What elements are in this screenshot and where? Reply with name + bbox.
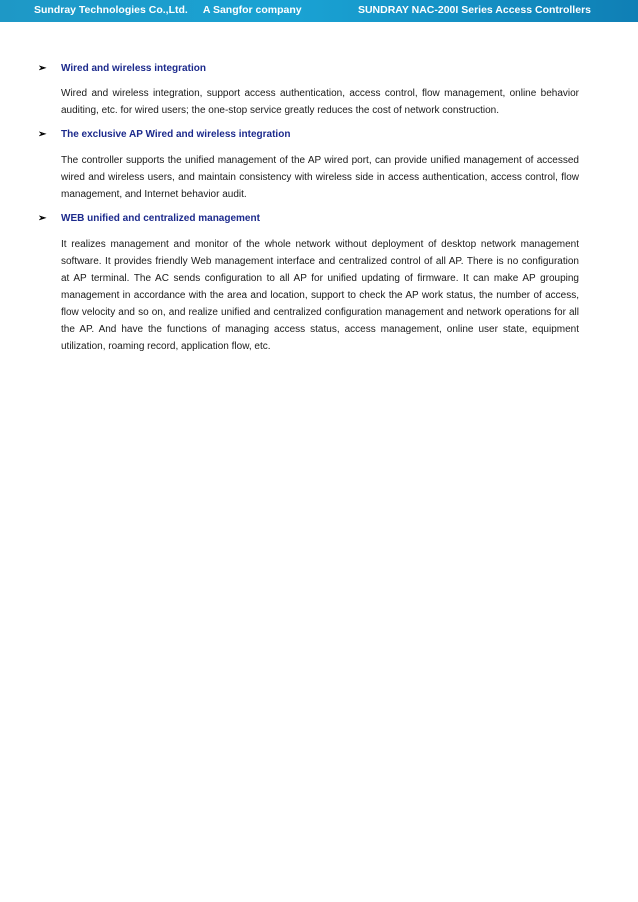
- section-paragraph: The controller supports the unified management of the AP wired port, can provide unified management of accessed wired and wireless users, and maintain consistency with wireless side in access authentication, access control, flow management, and Internet behavior audit.: [61, 155, 579, 200]
- header-company-name: Sundray Technologies Co.,Ltd.: [34, 4, 188, 16]
- section-heading-wired-wireless: [38, 63, 206, 74]
- arrow-bullet-icon: ➢: [38, 129, 47, 140]
- header-company-block: [34, 4, 302, 16]
- header-product-title: SUNDRAY NAC-200I Series Access Controllers: [357, 4, 591, 16]
- section-title: WEB unified and centralized management: [61, 213, 260, 224]
- section-paragraph: It realizes management and monitor of the whole network without deployment of desktop network management software. It provides friendly Web management interface and centralized control of all AP. There is no configuration at AP terminal. The AC sends configuration to all AP for unified updating of firmware. It can make AP grouping management in accordance with the area and location, support to check the AP work status, the number of access, flow velocity and so on, and realize unified and centralized configuration management and network operations for all the AP. And have the functions of managing access status, access management, online user state, equipment utilization, roaming record, application flow, etc.: [61, 239, 579, 352]
- section-heading-web-management: [38, 213, 260, 224]
- header-parent-company: A Sangfor company: [202, 4, 302, 16]
- section-heading-ap-integration: [38, 129, 290, 140]
- arrow-bullet-icon: ➢: [38, 63, 47, 74]
- page-header: [0, 0, 638, 22]
- section-paragraph: Wired and wireless integration, support access authentication, access control, flow management, online behavior auditing, etc. for wired users; the one-stop service greatly reduces the cost of network construction.: [61, 88, 579, 116]
- section-title: The exclusive AP Wired and wireless integration: [61, 129, 291, 140]
- section-title: Wired and wireless integration: [61, 63, 206, 74]
- arrow-bullet-icon: ➢: [38, 213, 47, 224]
